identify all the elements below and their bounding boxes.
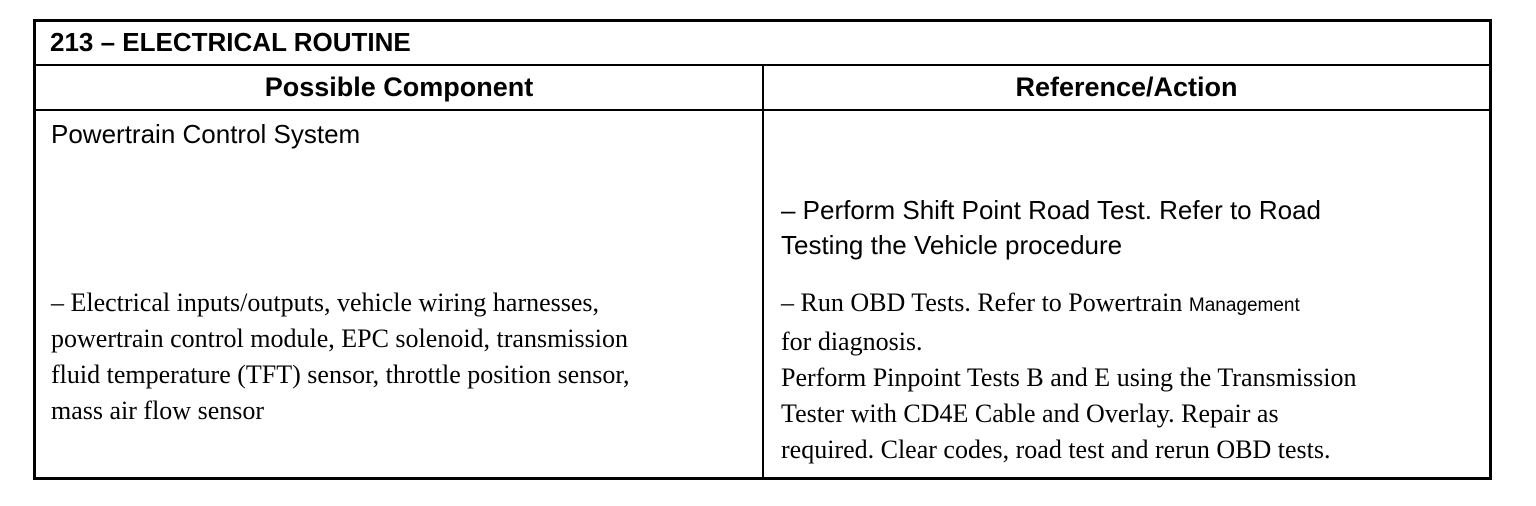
component-electrical-list	[51, 285, 629, 429]
action-line: for diagnosis.	[781, 327, 923, 356]
header-reference-action: Reference/Action	[1015, 72, 1238, 102]
header-possible-component: Possible Component	[264, 72, 534, 102]
diagnostic-table	[33, 19, 1492, 480]
action-line	[781, 285, 1357, 324]
column-divider	[762, 66, 764, 477]
component-line: – Electrical inputs/outputs, vehicle wiring harnesses,	[51, 288, 600, 317]
action-line: Tester with CD4E Cable and Overlay. Repair as	[781, 399, 1279, 428]
table-title: 213 – ELECTRICAL ROUTINE	[36, 22, 1489, 66]
action-shift-point-road-test	[781, 193, 1321, 263]
action-line: Perform Pinpoint Tests B and E using the Transmission	[781, 363, 1357, 392]
component-line: fluid temperature (TFT) sensor, throttle position sensor,	[51, 360, 630, 389]
component-powertrain-control-system: Powertrain Control System	[51, 119, 361, 149]
component-line: powertrain control module, EPC solenoid, transmission	[51, 324, 628, 353]
action-line-main: – Run OBD Tests. Refer to Powertrain	[781, 288, 1183, 317]
action-line-small: Management	[1188, 295, 1300, 316]
action-line: required. Clear codes, road test and rerun OBD tests.	[781, 435, 1331, 464]
action-line: – Perform Shift Point Road Test. Refer to Road	[781, 195, 1322, 225]
action-line: Testing the Vehicle procedure	[781, 230, 1123, 260]
component-line: mass air flow sensor	[51, 396, 265, 425]
action-run-obd-tests	[781, 285, 1357, 468]
